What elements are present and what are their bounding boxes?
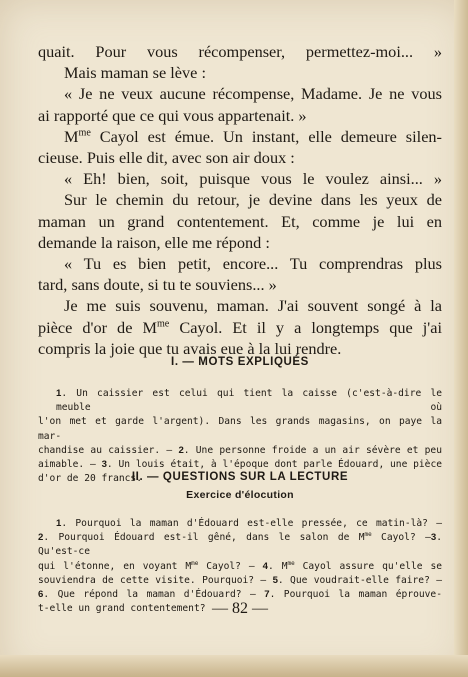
- story-line: maman un grand contentement. Et, comme je lui en: [38, 211, 442, 231]
- section-heading-questions: II. — QUESTIONS SUR LA LECTURE: [131, 471, 349, 483]
- story-line: « Je ne veux aucune récompense, Madame. Je ne vous: [64, 84, 442, 104]
- story-line: tard, sans doute, si tu te souviens... »: [38, 275, 277, 295]
- story-line: Je me suis souvenu, maman. J'ai souvent songé à la: [64, 296, 442, 316]
- question-line: 1. Pourquoi la maman d'Édouard est-elle pressée, ce matin-là? —: [56, 518, 442, 529]
- question-line: qui l'étonne, en voyant $M^{me}$ Cayol? — 4. $M^{me}$ Cayol assure qu'elle se: [38, 559, 443, 572]
- story-line: Mais maman se lève :: [64, 63, 206, 83]
- story-line: demande la raison, elle me répond :: [38, 232, 270, 252]
- mme-abbrev: $M^{me}$: [142, 317, 170, 337]
- story-line: ai rapporté que ce qui vous appartenait. »: [38, 105, 307, 125]
- section-subheading-elocution: Exercice d'élocution: [186, 489, 294, 501]
- question-line: t-elle un grand contentement?: [38, 603, 206, 615]
- story-line: compris la joie que tu avais eue à la lui rendre.: [38, 338, 342, 358]
- story-line: « Eh! bien, soit, puisque vous le voulez ainsi... »: [64, 169, 442, 189]
- section-heading-mots-expliques: I. — MOTS EXPLIQUÉS: [171, 356, 309, 368]
- mme-abbrev: $M^{me}$: [64, 126, 91, 146]
- question-line: souviendra de cette visite. Pourquoi? — 5. Que voudrait-elle faire? —: [38, 574, 442, 586]
- vocab-line: l'on met et garde l'argent). Dans les grands magasins, on paye la mar-: [38, 416, 442, 442]
- page-number: — 82 —: [212, 600, 268, 617]
- question-line: 6. Que répond la maman d'Édouard? — 7. Pourquoi la maman éprouve-: [38, 589, 442, 601]
- vocab-line: 1. Un caissier est celui qui tient la caisse (c'est-à-dire le meuble où: [56, 388, 442, 414]
- story-line: Sur le chemin du retour, je devine dans les yeux de: [64, 190, 442, 210]
- vocab-line: d'or de 20 francs.: [38, 473, 142, 485]
- vocab-line: chandise au caissier. — 2. Une personne froide a un air sévère et peu: [38, 444, 442, 456]
- story-text: [38, 41, 442, 359]
- story-line: « Tu es bien petit, encore... Tu comprendras plus: [64, 254, 442, 274]
- question-line: 2. Pourquoi Édouard est-il gêné, dans le salon de $M^{me}$ Cayol? —3. Qu'est-ce: [38, 531, 442, 558]
- vocab-line: aimable. — 3. Un louis était, à l'époque dont parle Édouard, une pièce: [38, 459, 443, 471]
- story-line: quait. Pour vous récompenser, permettez-moi... »: [38, 42, 442, 61]
- story-line: cieuse. Puis elle dit, avec son air doux :: [38, 148, 295, 168]
- story-line: $M^{me}$ Cayol est émue. Un instant, elle demeure silen-: [64, 126, 442, 146]
- story-line: pièce d'or de $M^{me}$ Cayol. Et il y a longtemps que j'ai: [38, 317, 442, 337]
- page-edge-right: [454, 0, 468, 677]
- page-edge-bottom: [0, 655, 468, 677]
